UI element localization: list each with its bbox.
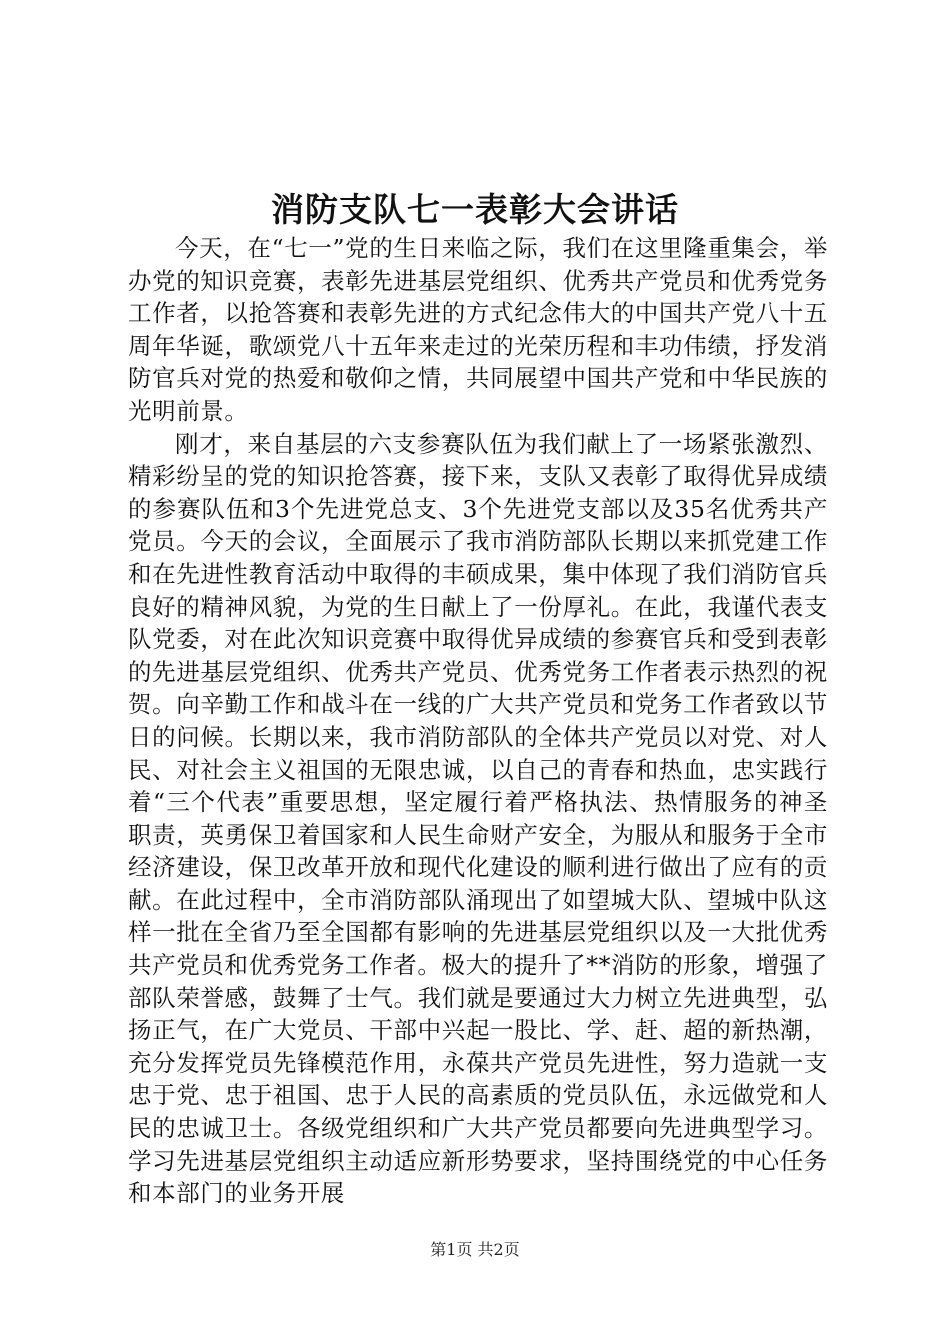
paragraph-2: 刚才，来自基层的六支参赛队伍为我们献上了一场紧张激烈、精彩纷呈的党的知识抢答赛，接下来，支队又表彰了取得优异成绩的参赛队伍和3个先进党总支、3个先进党支部以及35名优秀共产党员。今天的会议，全面展示了我市消防部队长期以来抓党建工作和在先进性教育活动中取得的丰硕成果，集中体现了我们消防官兵良好的精神风貌，为党的生日献上了一份厚礼。在此，我谨代表支队党委，对在此次知识竞赛中取得优异成绩的参赛官兵和受到表彰的先进基层党组织、优秀共产党员、优秀党务工作者表示热烈的祝贺。向辛勤工作和战斗在一线的广大共产党员和党务工作者致以节日的问候。长期以来，我市消防部队的全体共产党员以对党、对人民、对社会主义祖国的无限忠诚，以自己的青春和热血，忠实践行着“三个代表”重要思想，坚定履行着严格执法、热情服务的神圣职责，英勇保卫着国家和人民生命财产安全，为服从和服务于全市经济建设，保卫改革开放和现代化建设的顺利进行做出了应有的贡献。在此过程中，全市消防部队涌现出了如望城大队、望城中队这样一批在全省乃至全国都有影响的先进基层党组织以及一大批优秀共产党员和优秀党务工作者。极大的提升了**消防的形象，增强了部队荣誉感，鼓舞了士气。我们就是要通过大力树立先进典型，弘扬正气，在广大党员、干部中兴起一股比、学、赶、超的新热潮，充分发挥党员先锋模范作用，永葆共产党员先进性，努力造就一支忠于党、忠于祖国、忠于人民的高素质的党员队伍，永远做党和人民的忠诚卫士。各级党组织和广大共产党员都要向先进典型学习。学习先进基层党组织主动适应新形势要求，坚持围绕党的中心任务和本部门的业务开展 [128, 429, 828, 1208]
paragraph-1: 今天，在“七一”党的生日来临之际，我们在这里隆重集会，举办党的知识竞赛，表彰先进基层党组织、优秀共产党员和优秀党务工作者，以抢答赛和表彰先进的方式纪念伟大的中国共产党八十五周年华诞，歌颂党八十五年来走过的光荣历程和丰功伟绩，抒发消防官兵对党的热爱和敬仰之情，共同展望中国共产党和中华民族的光明前景。 [128, 234, 828, 425]
page-number-footer: 第1页 共2页 [430, 1240, 520, 1259]
document-title: 消防支队七一表彰大会讲话 [271, 190, 679, 229]
document-body [128, 232, 828, 1210]
